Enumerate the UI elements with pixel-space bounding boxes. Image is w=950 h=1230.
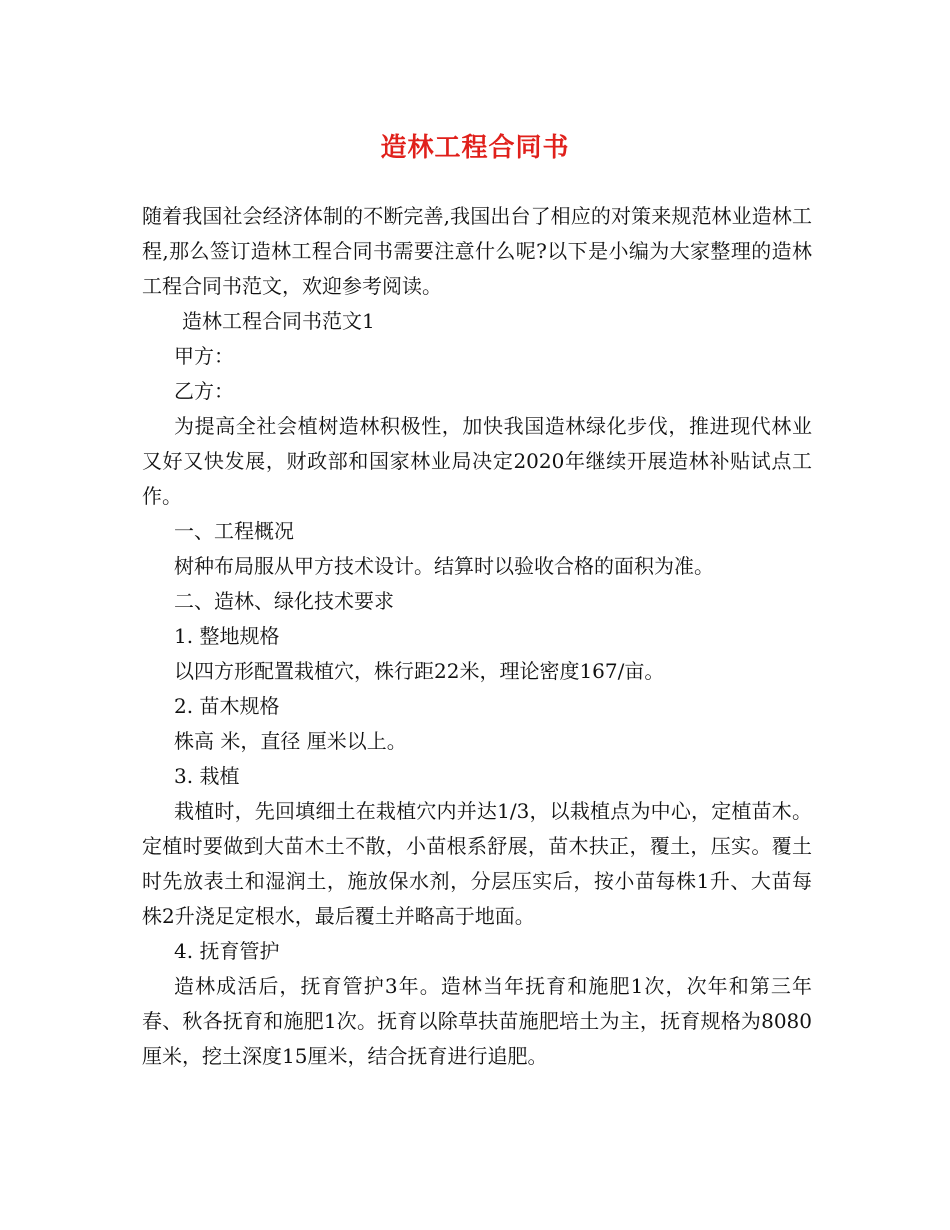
tending-paragraph: 造林成活后，抚育管护3年。造林当年抚育和施肥1次，次年和第三年春、秋各抚育和施肥1次。抚育以除草扶苗施肥培土为主，抚育规格为8080厘米，挖土深度15厘米，结合抚育进行追肥。 (142, 974, 812, 1068)
document-body (142, 199, 812, 1074)
section-heading-requirements: 二、造林、绿化技术要求 (174, 589, 394, 613)
overview-paragraph: 树种布局服从甲方技术设计。结算时以验收合格的面积为准。 (174, 554, 714, 578)
sample-heading: 造林工程合同书范文1 (182, 309, 375, 333)
land-prep-paragraph: 以四方形配置栽植穴，株行距22米，理论密度167/亩。 (174, 659, 665, 683)
purpose-paragraph: 为提高全社会植树造林积极性，加快我国造林绿化步伐，推进现代林业又好又快发展，财政部和国家林业局决定2020年继续开展造林补贴试点工作。 (142, 414, 812, 508)
planting-paragraph: 栽植时，先回填细土在栽植穴内并达1/3，以栽植点为中心，定植苗木。定植时要做到大苗木土不散，小苗根系舒展，苗木扶正，覆土，压实。覆土时先放表土和湿润土，施放保水剂，分层压实后，按小苗每株1升、大苗每株2升浇足定根水，最后覆土并略高于地面。 (142, 799, 812, 928)
subheading-tending: 4. 抚育管护 (174, 939, 280, 963)
subheading-planting: 3. 栽植 (174, 764, 240, 788)
party-a-line: 甲方： (174, 344, 234, 368)
section-heading-overview: 一、工程概况 (174, 519, 294, 543)
intro-paragraph: 随着我国社会经济体制的不断完善,我国出台了相应的对策来规范林业造林工程,那么签订造林工程合同书需要注意什么呢?以下是小编为大家整理的造林工程合同书范文，欢迎参考阅读。 (142, 204, 812, 298)
subheading-land-prep: 1. 整地规格 (174, 624, 280, 648)
party-b-line: 乙方： (174, 379, 234, 403)
seedling-spec-paragraph: 株高 米，直径 厘米以上。 (174, 729, 407, 753)
subheading-seedling-spec: 2. 苗木规格 (174, 694, 280, 718)
document-title: 造林工程合同书 (380, 133, 570, 163)
